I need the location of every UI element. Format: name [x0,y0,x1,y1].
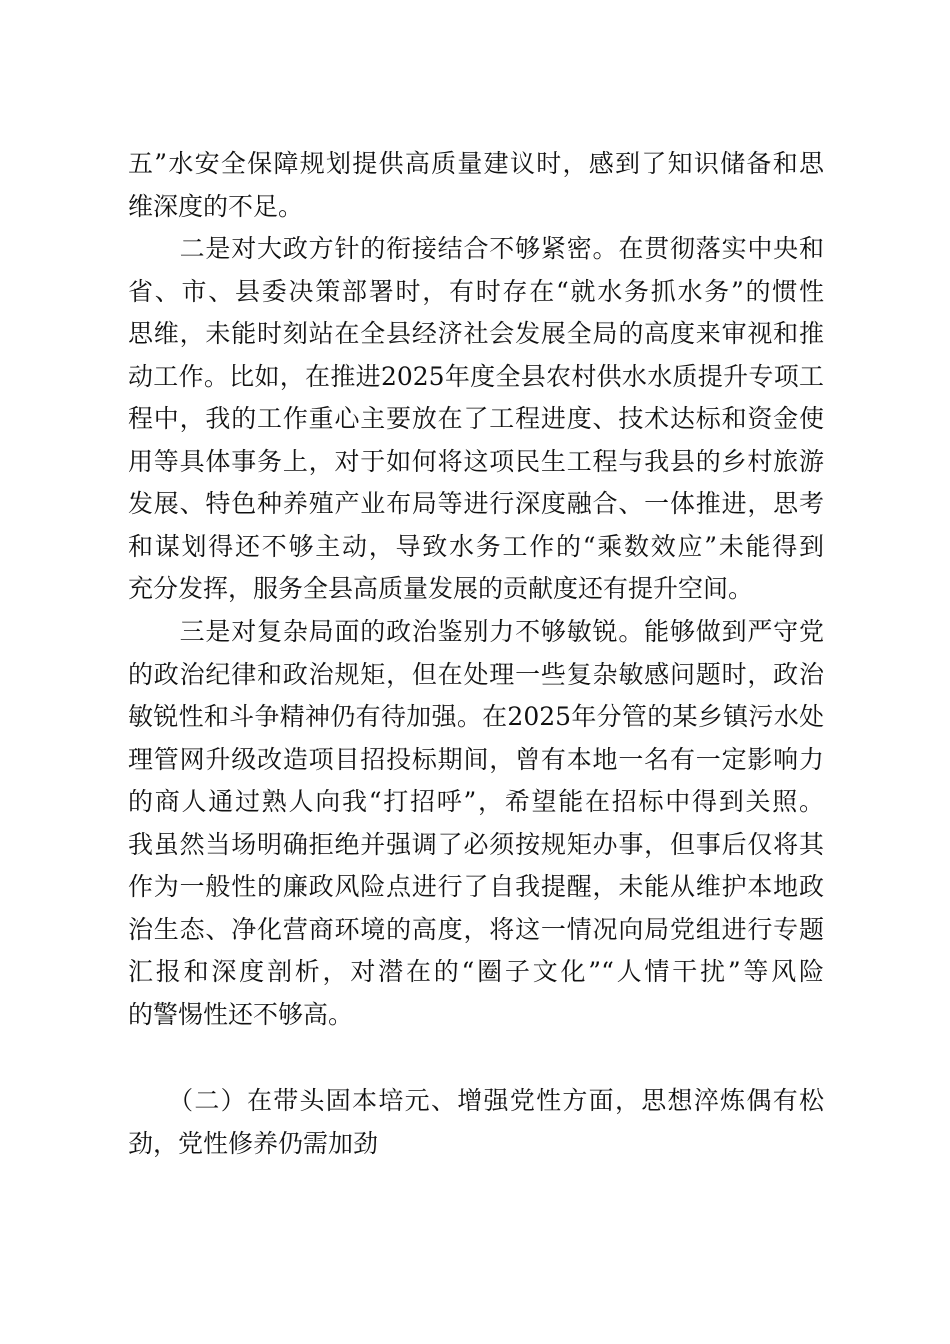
text-line: 充分发挥，服务全县高质量发展的贡献度还有提升空间。 [128,574,754,603]
text-line: 省、市、县委决策部署时，有时存在“就水务抓水务”的惯性 [128,276,824,306]
text-line: 三是对复杂局面的政治鉴别力不够敏锐。能够做到严守党 [128,617,824,646]
paragraph-point-two [128,228,824,611]
text-line: 二是对大政方针的衔接结合不够紧密。在贯彻落实中央和 [128,234,824,263]
text-line: 维深度的不足。 [128,191,304,221]
paragraph-point-three [128,611,824,1036]
heading-line: 劲，党性修养仍需加劲 [128,1128,379,1158]
section-heading [128,1080,824,1165]
text-line: 我虽然当场明确拒绝并强调了必须按规矩办事，但事后仅将其 [128,829,824,859]
text-line: 程中，我的工作重心主要放在了工程进度、技术达标和资金使 [128,404,824,433]
text-line: 发展、特色种养殖产业布局等进行深度融合、一体推进，思考 [128,489,824,518]
text-line: 的商人通过熟人向我“打招呼”，希望能在招标中得到关照。 [128,787,824,816]
text-line: 五”水安全保障规划提供高质量建议时，感到了知识储备和思 [128,149,824,178]
paragraph-continuation [128,143,824,228]
text-line: 理管网升级改造项目招投标期间，曾有本地一名有一定影响力 [128,744,824,774]
text-line: 和谋划得还不够主动，导致水务工作的“乘数效应”未能得到 [128,531,824,561]
text-line: 汇报和深度剖析，对潜在的“圈子文化”“人情干扰”等风险 [128,957,824,986]
text-line: 敏锐性和斗争精神仍有待加强。在2025年分管的某乡镇污水处 [128,702,824,731]
text-line: 作为一般性的廉政风险点进行了自我提醒，未能从维护本地政 [128,872,824,901]
text-line: 的警惕性还不够高。 [128,999,354,1029]
text-line: 用等具体事务上，对于如何将这项民生工程与我县的乡村旅游 [128,446,824,476]
text-line: 动工作。比如，在推进2025年度全县农村供水水质提升专项工 [128,361,824,391]
text-line: 思维，未能时刻站在全县经济社会发展全局的高度来审视和推 [128,319,824,348]
heading-line: （二）在带头固本培元、增强党性方面，思想淬炼偶有松 [128,1086,824,1115]
text-line: 治生态、净化营商环境的高度，将这一情况向局党组进行专题 [128,914,824,944]
text-line: 的政治纪律和政治规矩，但在处理一些复杂敏感问题时，政治 [128,659,824,689]
